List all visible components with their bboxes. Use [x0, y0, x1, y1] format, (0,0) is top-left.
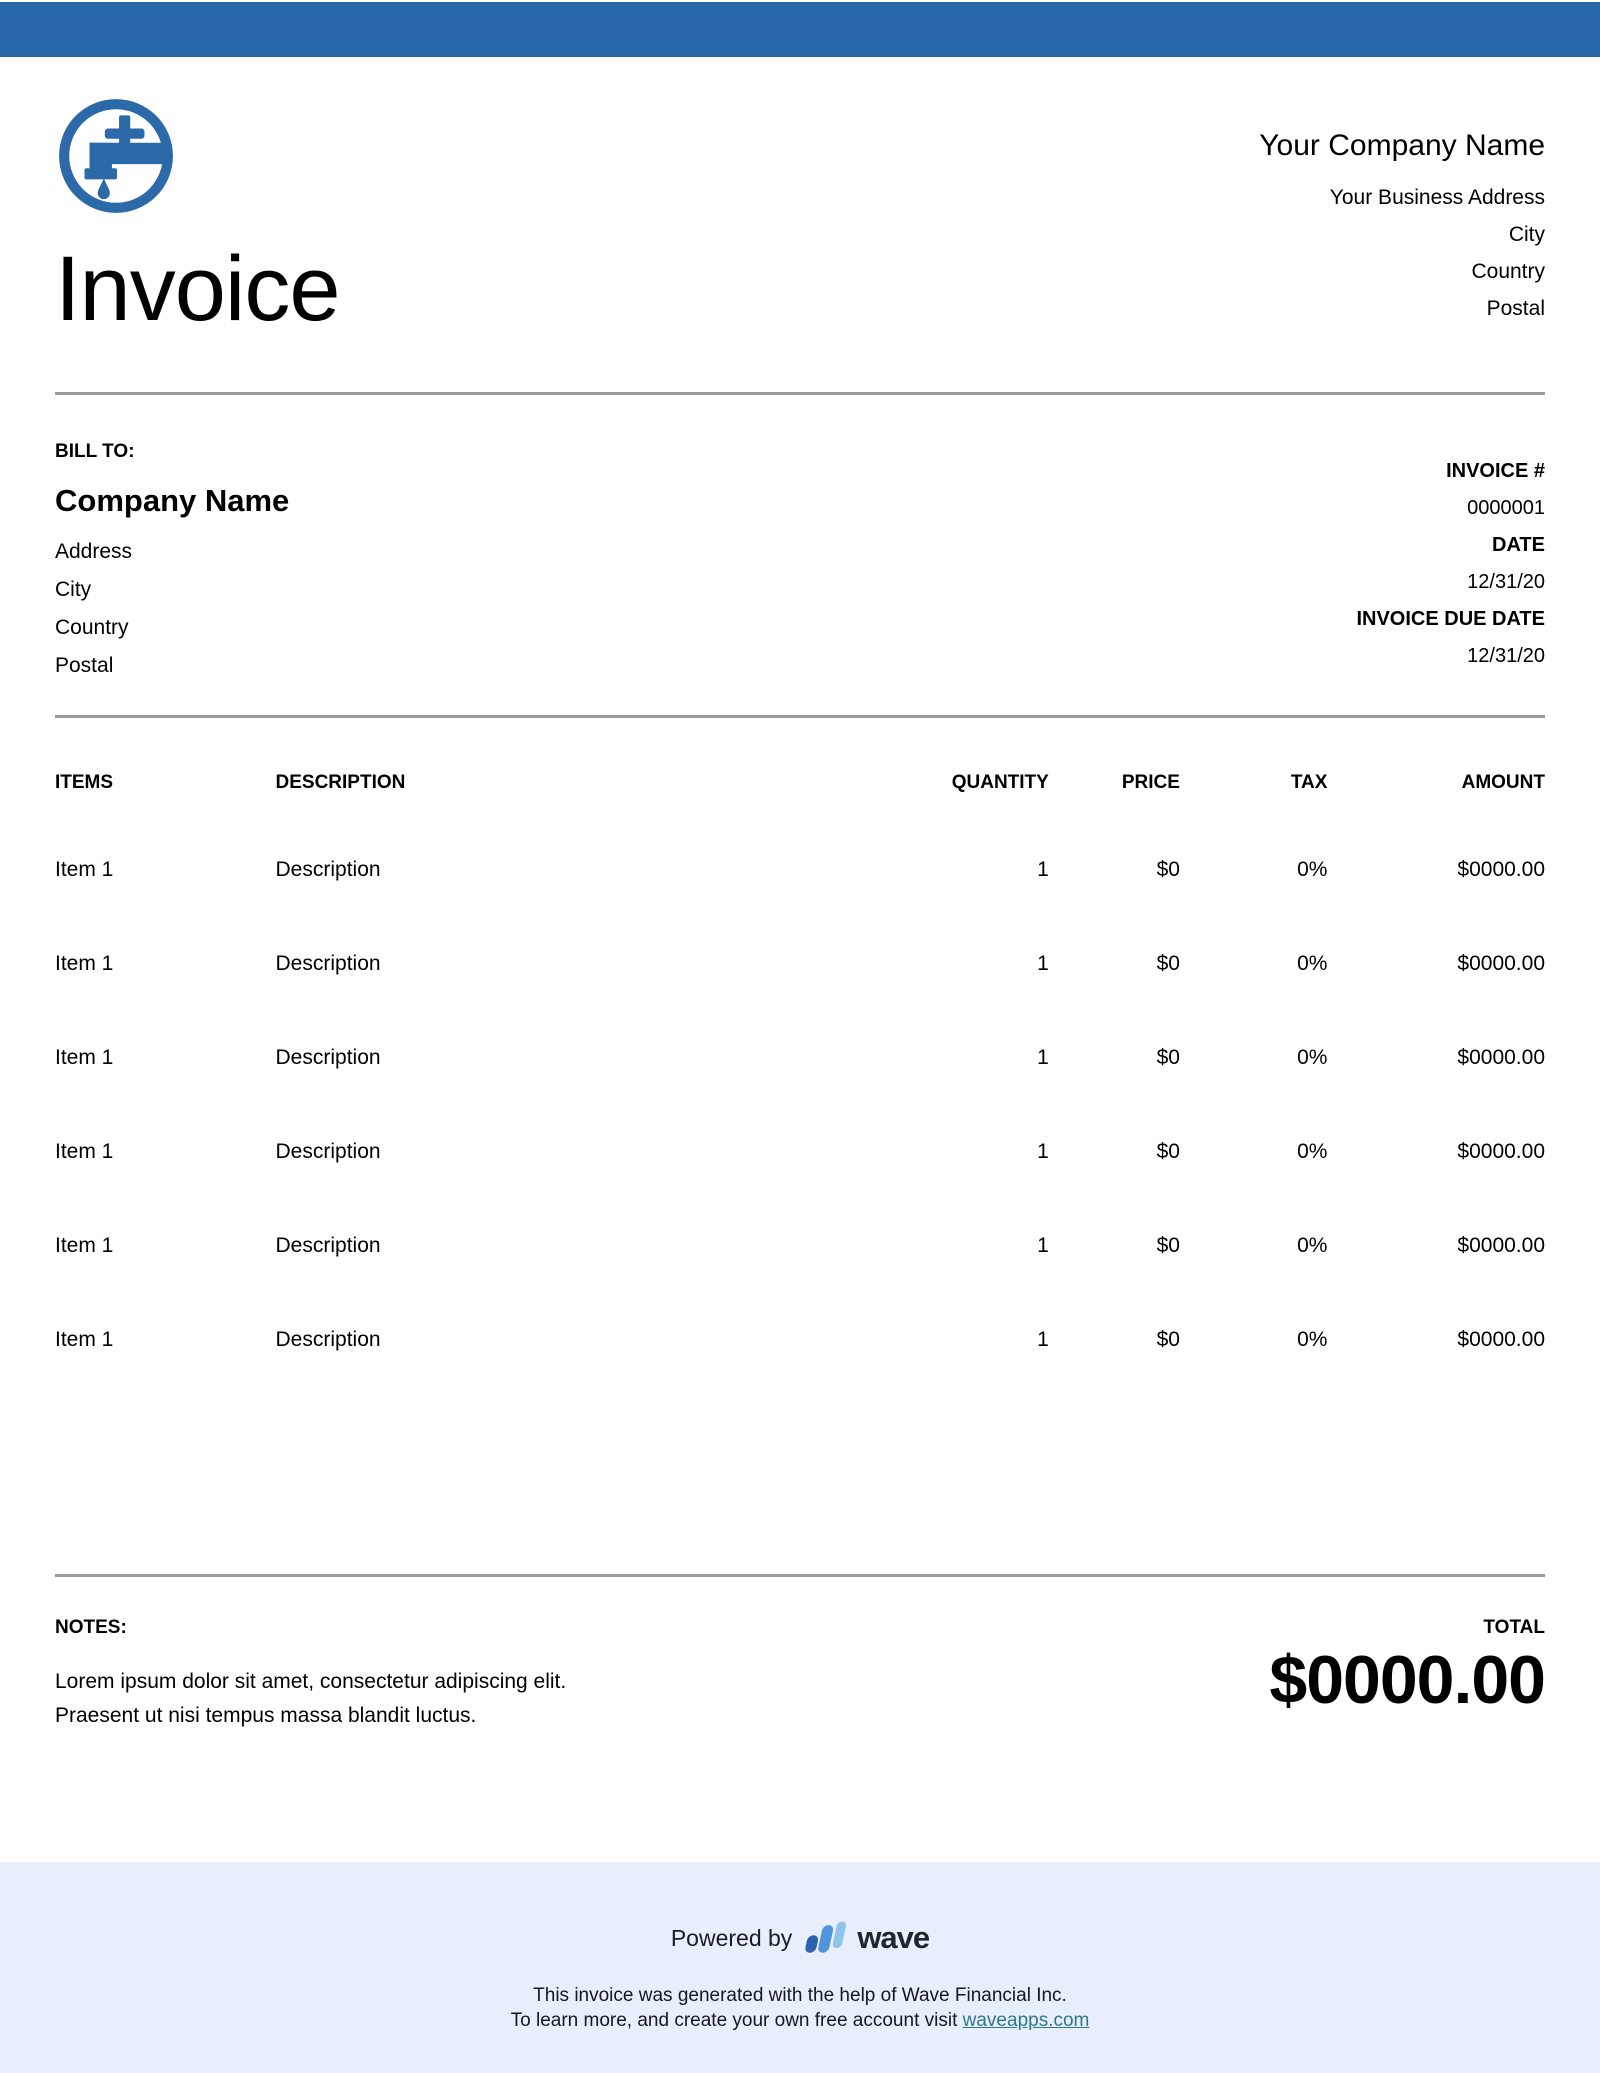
powered-by-label: Powered by — [670, 1924, 793, 1951]
bill-to-company: Company Name — [55, 483, 290, 518]
item-cell: Item 1 — [55, 1328, 114, 1351]
company-logo — [55, 95, 177, 217]
company-address-line: Your Business Address — [1329, 186, 1545, 209]
invoice-meta-block — [1356, 453, 1545, 685]
tax-cell: 0% — [1297, 1234, 1328, 1257]
faucet-icon — [55, 95, 177, 217]
quantity-cell: 1 — [1037, 952, 1049, 975]
table-row — [55, 888, 1545, 982]
top-accent-bar — [0, 2, 1600, 57]
header-divider — [55, 392, 1545, 395]
price-cell: $0 — [1156, 1046, 1180, 1069]
description-cell: Description — [275, 858, 381, 881]
amount-cell: $0000.00 — [1457, 1328, 1545, 1351]
amount-cell: $0000.00 — [1457, 1140, 1545, 1163]
col-header-price: PRICE — [1121, 772, 1180, 793]
total-block — [1269, 1617, 1545, 1733]
footer-note-line2: To learn more, and create your own free account visit — [510, 2010, 963, 2031]
invoice-date-label: DATE — [1492, 534, 1545, 556]
wave-logomark-icon — [804, 1919, 850, 1957]
total-value: $0000.00 — [1269, 1642, 1545, 1718]
price-cell: $0 — [1156, 1234, 1180, 1257]
item-cell: Item 1 — [55, 1046, 114, 1069]
table-header-row — [55, 718, 1545, 794]
tax-cell: 0% — [1297, 1046, 1328, 1069]
company-address-country: Country — [1471, 260, 1545, 283]
bill-to-block — [55, 441, 289, 685]
table-row — [55, 1170, 1545, 1264]
description-cell: Description — [275, 952, 381, 975]
quantity-cell: 1 — [1037, 1046, 1049, 1069]
wave-footer — [0, 1862, 1600, 2073]
table-row — [55, 1076, 1545, 1170]
invoice-header — [0, 57, 1600, 340]
billing-section — [0, 441, 1600, 685]
col-header-quantity: QUANTITY — [951, 772, 1049, 793]
price-cell: $0 — [1156, 1328, 1180, 1351]
waveapps-link[interactable]: waveapps.com — [962, 2010, 1090, 2031]
amount-cell: $0000.00 — [1457, 1234, 1545, 1257]
bill-to-label: BILL TO: — [55, 441, 135, 462]
notes-block — [55, 1617, 566, 1733]
invoice-due-date-value: 12/31/20 — [1467, 645, 1545, 667]
description-cell: Description — [275, 1140, 381, 1163]
invoice-due-date-label: INVOICE DUE DATE — [1356, 608, 1545, 630]
invoice-number-value: 0000001 — [1467, 497, 1545, 519]
bill-to-city: City — [55, 578, 92, 601]
amount-cell: $0000.00 — [1457, 1046, 1545, 1069]
tax-cell: 0% — [1297, 858, 1328, 881]
company-address-postal: Postal — [1486, 297, 1545, 320]
invoice-number-label: INVOICE # — [1446, 460, 1545, 482]
company-address-city: City — [1508, 223, 1545, 246]
bill-to-postal: Postal — [55, 654, 114, 677]
bill-to-country: Country — [55, 616, 129, 639]
total-label: TOTAL — [1483, 1617, 1545, 1638]
description-cell: Description — [275, 1328, 381, 1351]
col-header-description: DESCRIPTION — [275, 772, 406, 793]
table-row — [55, 794, 1545, 888]
quantity-cell: 1 — [1037, 1140, 1049, 1163]
item-cell: Item 1 — [55, 1140, 114, 1163]
page-title: Invoice — [55, 238, 340, 340]
tax-cell: 0% — [1297, 1328, 1328, 1351]
item-cell: Item 1 — [55, 858, 114, 881]
tax-cell: 0% — [1297, 1140, 1328, 1163]
col-header-amount: AMOUNT — [1461, 772, 1545, 793]
footer-note — [0, 1983, 1600, 2033]
description-cell: Description — [275, 1234, 381, 1257]
description-cell: Description — [275, 1046, 381, 1069]
item-cell: Item 1 — [55, 1234, 114, 1257]
amount-cell: $0000.00 — [1457, 858, 1545, 881]
price-cell: $0 — [1156, 858, 1180, 881]
quantity-cell: 1 — [1037, 1328, 1049, 1351]
amount-cell: $0000.00 — [1457, 952, 1545, 975]
company-name: Your Company Name — [1259, 129, 1545, 162]
table-row — [55, 1264, 1545, 1358]
line-items-table — [55, 718, 1545, 1358]
quantity-cell: 1 — [1037, 858, 1049, 881]
summary-divider — [55, 1574, 1545, 1577]
tax-cell: 0% — [1297, 952, 1328, 975]
col-header-items: ITEMS — [55, 772, 114, 793]
price-cell: $0 — [1156, 952, 1180, 975]
quantity-cell: 1 — [1037, 1234, 1049, 1257]
wave-wordmark: wave — [857, 1920, 930, 1955]
footer-note-line1: This invoice was generated with the help of Wave Financial Inc. — [533, 1985, 1067, 2006]
bill-to-address: Address — [55, 540, 133, 563]
invoice-date-value: 12/31/20 — [1467, 571, 1545, 593]
wave-logo — [804, 1919, 929, 1957]
table-row — [55, 982, 1545, 1076]
summary-section — [0, 1617, 1600, 1733]
col-header-tax: TAX — [1290, 772, 1328, 793]
item-cell: Item 1 — [55, 952, 114, 975]
price-cell: $0 — [1156, 1140, 1180, 1163]
powered-by-row — [0, 1918, 1600, 1958]
notes-label: NOTES: — [55, 1617, 127, 1638]
notes-text-line: Lorem ipsum dolor sit amet, consectetur adipiscing elit. — [55, 1670, 567, 1693]
notes-text-line: Praesent ut nisi tempus massa blandit luctus. — [55, 1704, 477, 1727]
